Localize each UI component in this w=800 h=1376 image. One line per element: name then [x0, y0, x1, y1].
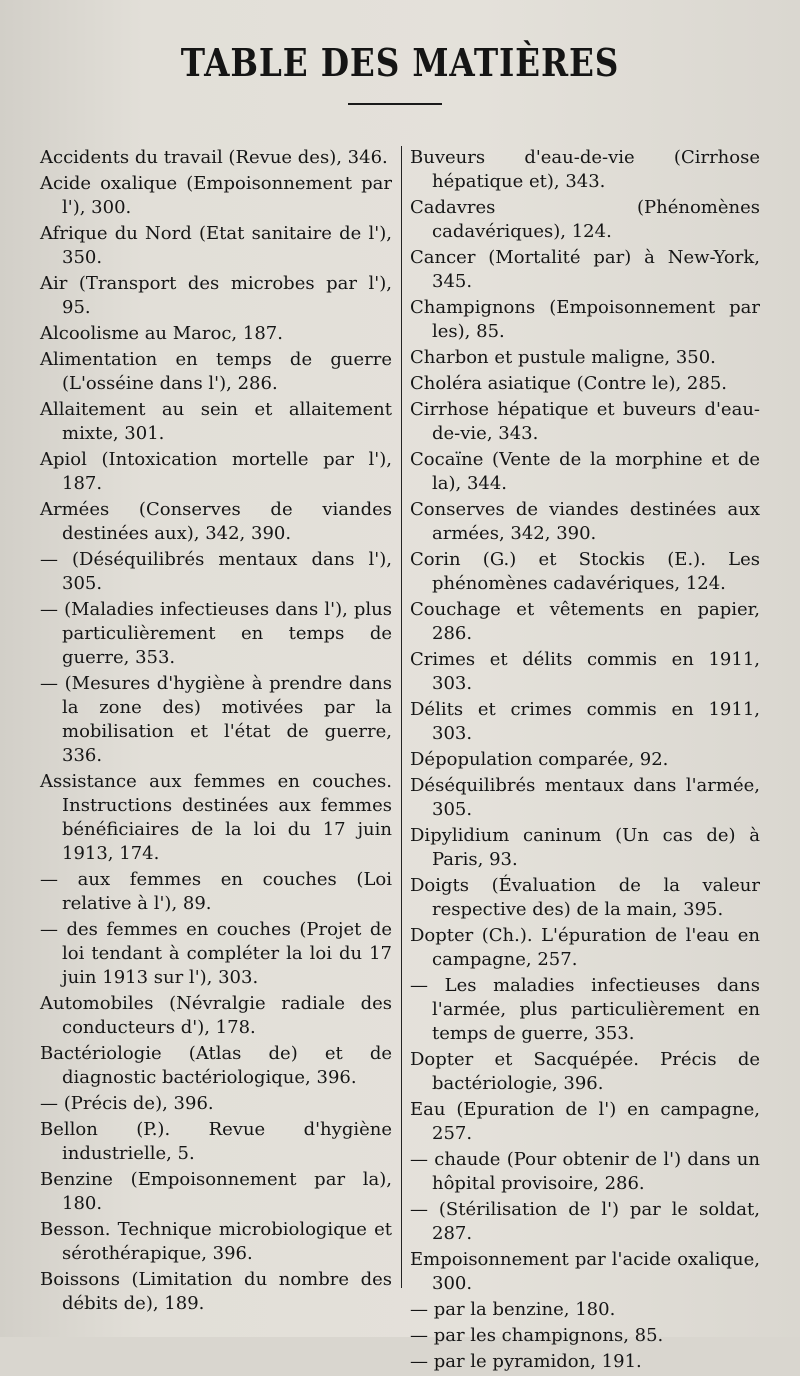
index-entry: Cirrhose hépatique et buveurs d'eau-de-vie, 343.: [410, 399, 760, 444]
index-entry: Alimentation en temps de guerre (L'osséine dans l'), 286.: [40, 349, 392, 394]
index-entry: Charbon et pustule maligne, 350.: [410, 347, 716, 368]
index-entry: — par les champignons, 85.: [410, 1325, 664, 1346]
index-entry: Accidents du travail (Revue des), 346.: [40, 147, 388, 168]
column-divider: [401, 146, 402, 1288]
index-entry: — (Précis de), 396.: [40, 1093, 214, 1114]
index-entry: Allaitement au sein et allaitement mixte, 301.: [40, 399, 392, 444]
index-entry: — Les maladies infectieuses dans l'armée, plus particulièrement en temps de guerre, 353.: [410, 975, 760, 1044]
index-entry: Crimes et délits commis en 1911, 303.: [410, 649, 760, 694]
index-entry: Benzine (Empoisonnement par la), 180.: [40, 1169, 392, 1214]
index-entry: Dopter et Sacquépée. Précis de bactériologie, 396.: [410, 1049, 760, 1094]
index-entry: Buveurs d'eau-de-vie (Cirrhose hépatique et), 343.: [410, 147, 760, 192]
index-entry: Assistance aux femmes en couches. Instructions destinées aux femmes bénéficiaires de la loi du 17 juin 1913, 174.: [40, 771, 392, 864]
index-entry: Apiol (Intoxication mortelle par l'), 187.: [40, 449, 392, 494]
index-entry: — par le pyramidon, 191.: [410, 1351, 642, 1372]
index-entry: — des femmes en couches (Projet de loi tendant à compléter la loi du 17 juin 1913 sur l'), 303.: [40, 919, 392, 988]
index-entry: — (Maladies infectieuses dans l'), plus particulièrement en temps de guerre, 353.: [40, 599, 392, 668]
index-entry: Choléra asiatique (Contre le), 285.: [410, 373, 727, 394]
index-entry: Dipylidium caninum (Un cas de) à Paris, 93.: [410, 825, 760, 870]
index-entry: Acide oxalique (Empoisonnement par l'), 300.: [40, 173, 392, 218]
index-entry: Corin (G.) et Stockis (E.). Les phénomènes cadavériques, 124.: [410, 549, 760, 594]
index-entry: Air (Transport des microbes par l'), 95.: [40, 273, 392, 318]
index-entry: Bellon (P.). Revue d'hygiène industrielle, 5.: [40, 1119, 392, 1164]
index-entry: Cancer (Mortalité par) à New-York, 345.: [410, 247, 760, 292]
index-entry: Boissons (Limitation du nombre des débits de), 189.: [40, 1269, 392, 1314]
index-entry: Déséquilibrés mentaux dans l'armée, 305.: [410, 775, 760, 820]
index-entry: Armées (Conserves de viandes destinées aux), 342, 390.: [40, 499, 392, 544]
index-entry: Délits et crimes commis en 1911, 303.: [410, 699, 760, 744]
index-entry: Alcoolisme au Maroc, 187.: [40, 323, 283, 344]
index-entry: Cadavres (Phénomènes cadavériques), 124.: [410, 197, 760, 242]
index-entry: Besson. Technique microbiologique et sérothérapique, 396.: [40, 1219, 392, 1264]
index-entry: Bactériologie (Atlas de) et de diagnostic bactériologique, 396.: [40, 1043, 392, 1088]
index-entry: — (Mesures d'hygiène à prendre dans la zone des) motivées par la mobilisation et l'état de guerre, 336.: [40, 673, 392, 766]
index-entry: Conserves de viandes destinées aux armées, 342, 390.: [410, 499, 760, 544]
index-entry: — (Stérilisation de l') par le soldat, 287.: [410, 1199, 760, 1244]
index-entry: Dopter (Ch.). L'épuration de l'eau en campagne, 257.: [410, 925, 760, 970]
index-entry: Empoisonnement par l'acide oxalique, 300.: [410, 1249, 760, 1294]
index-entry: — par la benzine, 180.: [410, 1299, 616, 1320]
title-rule: [348, 103, 442, 105]
index-entry: Dépopulation comparée, 92.: [410, 749, 669, 770]
index-entry: Eau (Epuration de l') en campagne, 257.: [410, 1099, 760, 1144]
index-entry: Couchage et vêtements en papier, 286.: [410, 599, 760, 644]
right-column: [410, 146, 760, 1376]
index-entry: Doigts (Évaluation de la valeur respective des) de la main, 395.: [410, 875, 760, 920]
left-column: [40, 146, 392, 1318]
index-entry: Afrique du Nord (Etat sanitaire de l'), 350.: [40, 223, 392, 268]
index-entry: — chaude (Pour obtenir de l') dans un hôpital provisoire, 286.: [410, 1149, 760, 1194]
index-entry: — aux femmes en couches (Loi relative à l'), 89.: [40, 869, 392, 914]
page-title: TABLE DES MATIÈRES: [180, 40, 620, 85]
index-entry: Champignons (Empoisonnement par les), 85.: [410, 297, 760, 342]
index-entry: Cocaïne (Vente de la morphine et de la), 344.: [410, 449, 760, 494]
index-entry: — (Déséquilibrés mentaux dans l'), 305.: [40, 549, 392, 594]
index-entry: Automobiles (Névralgie radiale des conducteurs d'), 178.: [40, 993, 392, 1038]
